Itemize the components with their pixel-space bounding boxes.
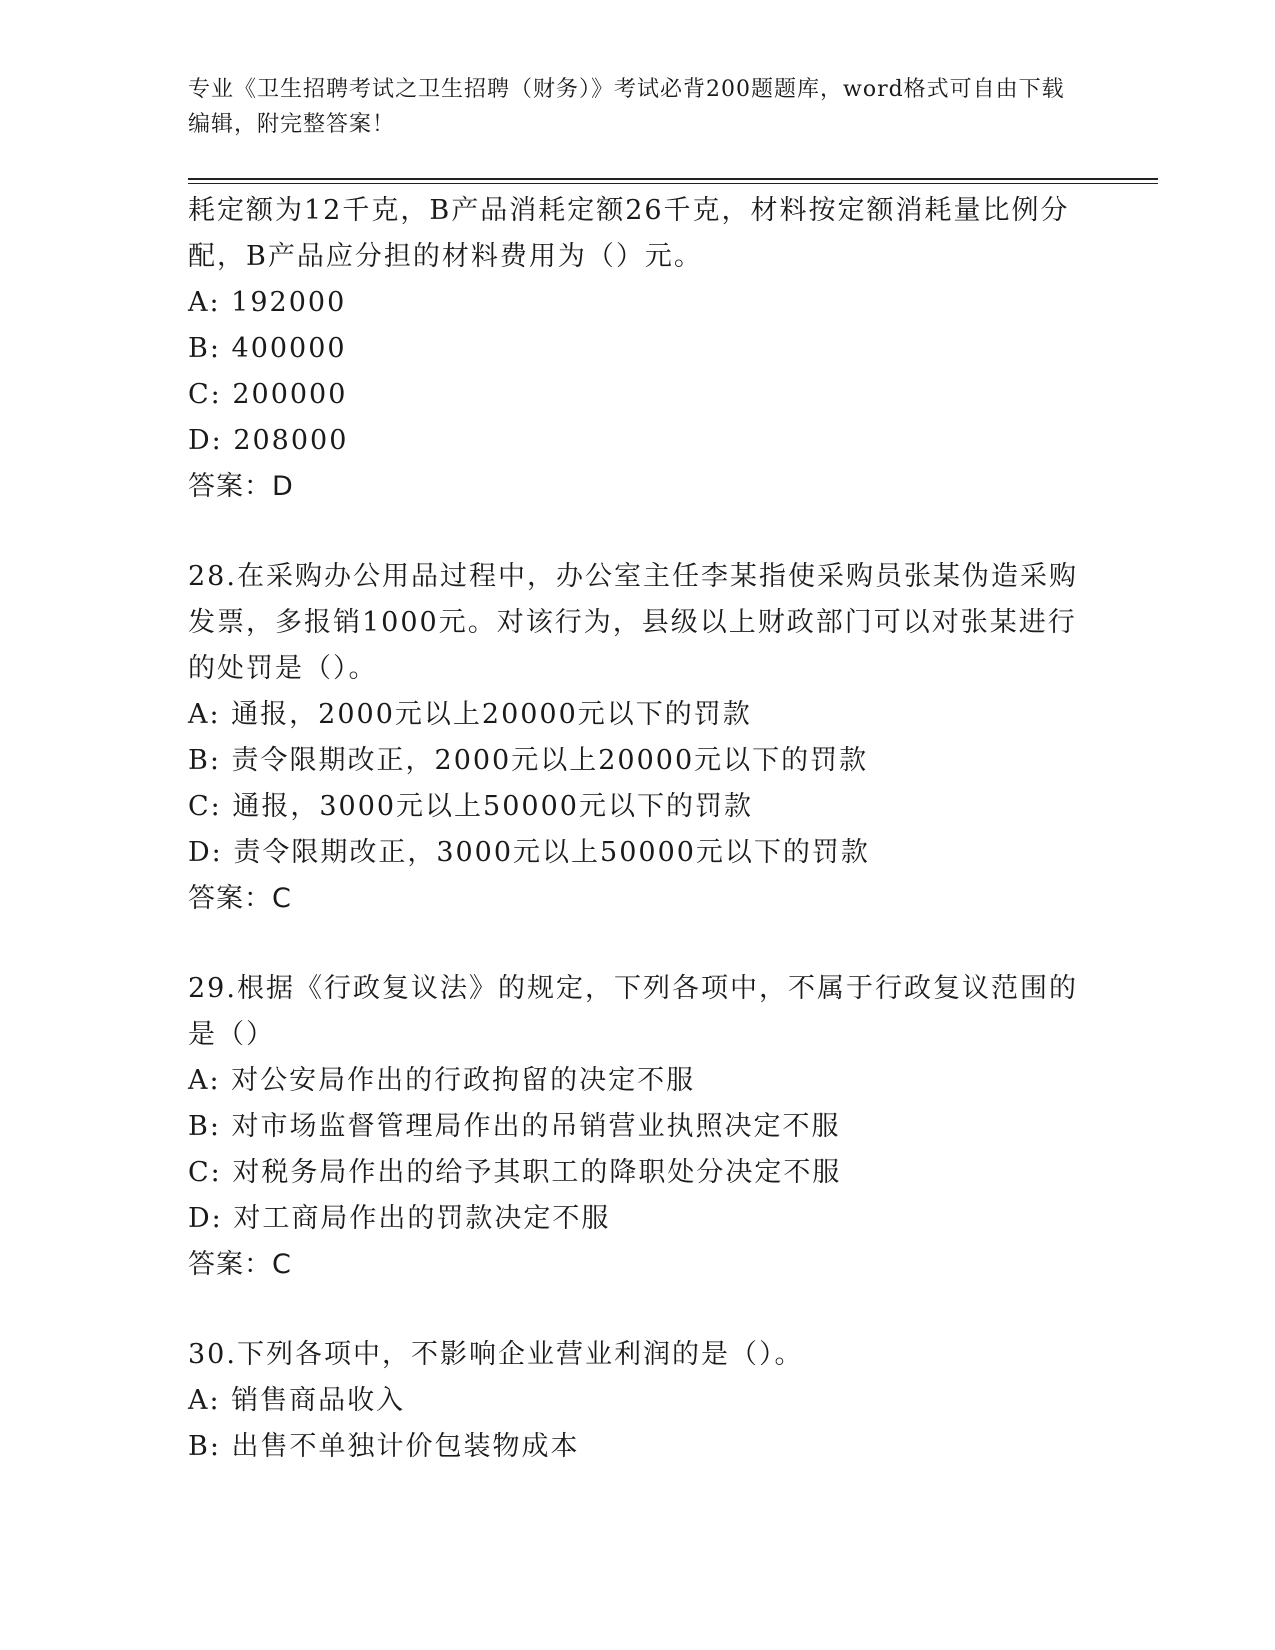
option-b: B: 出售不单独计价包装物成本 <box>188 1431 580 1462</box>
question-list <box>188 188 1088 1470</box>
question-text: 耗定额为12千克，B产品消耗定额26千克，材料按定额消耗量比例分配，B产品应分担的材料费用为（）元。 <box>188 195 1070 272</box>
question-text: 28.在采购办公用品过程中，办公室主任李某指使采购员张某伪造采购发票，多报销1000元。对该行为，县级以上财政部门可以对张某进行的处罚是（）。 <box>188 561 1078 684</box>
option-a: A: 对公安局作出的行政拘留的决定不服 <box>188 1065 696 1096</box>
header-divider-thin <box>188 183 1158 184</box>
option-a: A: 通报，2000元以上20000元以下的罚款 <box>188 699 752 730</box>
answer-line: 答案：C <box>188 1249 292 1280</box>
header-divider <box>188 178 1158 180</box>
question-text: 30.下列各项中，不影响企业营业利润的是（）。 <box>188 1339 804 1370</box>
spacer <box>188 922 1088 966</box>
option-b: B: 400000 <box>188 333 347 364</box>
question-block <box>188 554 1088 922</box>
option-d: D: 责令限期改正，3000元以上50000元以下的罚款 <box>188 837 870 868</box>
option-c: C: 对税务局作出的给予其职工的降职处分决定不服 <box>188 1157 842 1188</box>
question-block <box>188 188 1088 510</box>
option-c: C: 200000 <box>188 379 348 410</box>
option-a: A: 销售商品收入 <box>188 1385 406 1416</box>
answer-line: 答案：D <box>188 471 294 502</box>
spacer <box>188 1288 1088 1332</box>
option-b: B: 对市场监督管理局作出的吊销营业执照决定不服 <box>188 1111 841 1142</box>
question-text: 29.根据《行政复议法》的规定，下列各项中，不属于行政复议范围的是（） <box>188 973 1078 1050</box>
option-b: B: 责令限期改正，2000元以上20000元以下的罚款 <box>188 745 869 776</box>
option-d: D: 208000 <box>188 425 349 456</box>
option-d: D: 对工商局作出的罚款决定不服 <box>188 1203 611 1234</box>
answer-line: 答案：C <box>188 883 292 914</box>
question-block <box>188 1332 1088 1470</box>
question-block <box>188 966 1088 1288</box>
option-c: C: 通报，3000元以上50000元以下的罚款 <box>188 791 753 822</box>
document-header <box>188 72 1068 142</box>
option-a: A: 192000 <box>188 287 347 318</box>
spacer <box>188 510 1088 554</box>
header-title: 专业《卫生招聘考试之卫生招聘（财务）》考试必背200题题库，word格式可自由下载编辑，附完整答案！ <box>188 77 1065 137</box>
